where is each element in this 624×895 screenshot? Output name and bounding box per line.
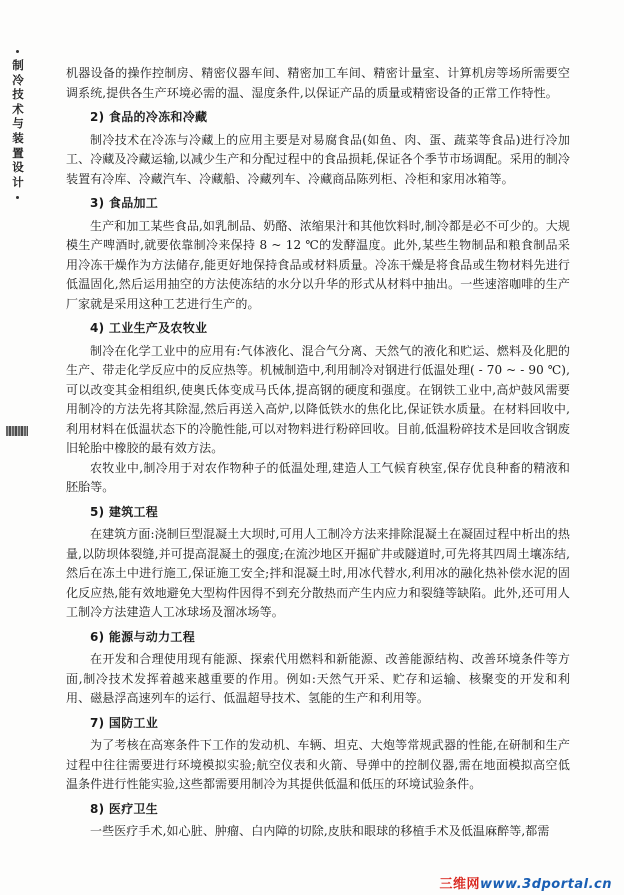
section-paragraph: 一些医疗手术,如心脏、肿瘤、白内障的切除,皮肤和眼球的移植手术及低温麻醉等,都需 bbox=[90, 824, 550, 838]
section-heading: 2) 食品的冷冻和冷藏 bbox=[90, 110, 208, 124]
watermark-brand: 三维网 bbox=[439, 877, 481, 892]
section bbox=[66, 108, 570, 189]
section-heading: 6) 能源与动力工程 bbox=[90, 629, 196, 644]
site-watermark[interactable] bbox=[440, 873, 613, 892]
section-paragraph: 为了考核在高寒条件下工作的发动机、车辆、坦克、大炮等常规武器的性能,在研制和生产过程中往往需要进行环境模拟实验;航空仪表和火箭、导弹中的控制仪器,需在地面模拟高空低温条件进行性能实验,这些都需要用制冷为其提供低温和低压的环境试验条件。 bbox=[66, 738, 570, 791]
section bbox=[66, 319, 570, 498]
section-heading: 8) 医疗卫生 bbox=[90, 801, 159, 816]
section-heading: 3) 食品加工 bbox=[90, 196, 159, 210]
section-paragraph: 制冷技术在冷冻与冷藏上的应用主要是对易腐食品(如鱼、肉、蛋、蔬菜等食品)进行冷加工、冷藏及冷藏运输,以减少生产和分配过程中的食品损耗,保证各个季节市场调配。采用的制冷装置有冷库、冷藏汽车、冷藏船、冷藏列车、冷藏商品陈列柜、冷柜和家用冰箱等。 bbox=[66, 132, 570, 186]
section bbox=[66, 714, 570, 795]
intro-paragraph: 机器设备的操作控制房、精密仪器车间、精密加工车间、精密计量室、计算机房等场所需要空调系统,提供各生产环境必需的温、湿度条件,以保证产品的质量或精密设备的正常工作特性。 bbox=[66, 66, 570, 100]
section-heading: 4) 工业生产及农牧业 bbox=[90, 321, 208, 335]
section-paragraph: 在建筑方面:浇制巨型混凝土大坝时,可用人工制冷方法来排除混凝土在凝固过程中析出的热量,以防坝体裂缝,并可提高混凝土的强度;在流沙地区开掘矿井或隧道时,可先将其四周土壤冻结,然后在冻土中进行施工,保证施工安全;拌和混凝土时,用冰代替水,利用冰的融化热补偿水泥的固化反应热,能有效地避免大型构件因得不到充分散热而产生内应力和裂缝等缺陷。此外,还可用人工制冷方法建造人工冰球场及溜冰场等。 bbox=[66, 527, 570, 619]
section-paragraph: 生产和加工某些食品,如乳制品、奶酪、浓缩果汁和其他饮料时,制冷都是必不可少的。大规模生产啤酒时,就要依靠制冷来保持 8 ~ 12 ℃的发酵温度。此外,某些生物制品和粮食制品采用冷冻干燥作为方法储存,能更好地保持食品或材料质量。冷冻干燥是将食品或生物材料先进行低温固化,然后运用抽空的方法使冻结的水分以升华的形式从材料中抽出。一些速溶咖啡的生产厂家就是采用这种工艺进行生产的。 bbox=[66, 218, 570, 311]
section bbox=[66, 628, 570, 709]
section-heading: 7) 国防工业 bbox=[90, 715, 159, 730]
body-text bbox=[66, 64, 570, 842]
section-paragraph: 在开发和合理使用现有能源、探索代用燃料和新能源、改善能源结构、改善环境条件等方面,制冷技术发挥着越来越重要的作用。例如:天然气开采、贮存和运输、核聚变的开发和利用、磁悬浮高速列车的运行、低温超导技术、氢能的生产和利用等。 bbox=[66, 652, 570, 705]
section bbox=[66, 194, 570, 314]
watermark-url: www.3dportal.cn bbox=[480, 877, 612, 892]
section-paragraph: 农牧业中,制冷用于对农作物种子的低温处理,建造人工气候育秧室,保存优良种畜的精液和胚胎等。 bbox=[66, 460, 570, 494]
section bbox=[66, 800, 570, 842]
sections-container bbox=[66, 108, 570, 842]
section bbox=[66, 503, 570, 623]
running-title-vertical: 制冷技术与装置设计 bbox=[12, 58, 24, 189]
title-dot-top bbox=[16, 50, 19, 53]
title-dot-bottom bbox=[16, 196, 19, 199]
margin-scan-mark bbox=[6, 426, 28, 436]
section-heading: 5) 建筑工程 bbox=[90, 504, 159, 519]
section-paragraph: 制冷在化学工业中的应用有:气体液化、混合气分离、天然气的液化和贮运、燃料及化肥的生产、带走化学反应中的反应热等。机械制造中,利用制冷对钢进行低温处理( - 70 ~ - 90 ℃),可以改变其金相组织,使奥氏体变成马氏体,提高钢的硬度和强度。在钢铁工业中,高炉鼓风需要用制冷的方法先将其除湿,然后再送入高炉,以降低铁水的焦化比,保证铁水质量。在材料回收中,利用材料在低温状态下的冷脆性能,可以对物料进行粉碎回收。目前,低温粉碎技术是回收含钢废旧轮胎中橡胶的最有效方法。 bbox=[66, 343, 570, 455]
